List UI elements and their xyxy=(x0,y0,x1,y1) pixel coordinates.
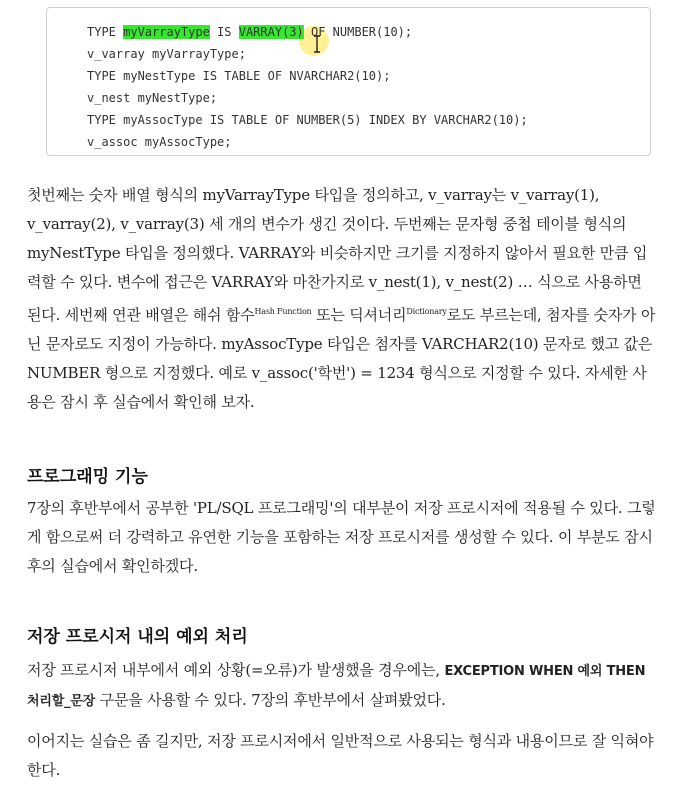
text-cursor-icon xyxy=(313,35,321,53)
section-heading-exception: 저장 프로시저 내의 예외 처리 xyxy=(27,627,248,647)
exception-syntax: EXCEPTION WHEN 예외 THEN 처리할_문장 xyxy=(27,664,646,709)
section-heading-programming: 프로그래밍 기능 xyxy=(27,467,148,487)
superscript-dictionary: Dictionary xyxy=(406,307,447,316)
paragraph-exception: 저장 프로시저 내부에서 예외 상황(=오류)가 발생했을 경우에는, EXCEPTION WHEN 예외 THEN 처리할_문장 구문을 사용할 수 있다. 7장의 후반부에서 살펴봤었다. xyxy=(27,661,646,709)
code-line-1: TYPE myVarrayType IS VARRAY(3) OF NUMBER(10); xyxy=(87,25,413,39)
paragraph-practice-note: 이어지는 실습은 좀 길지만, 저장 프로시저에서 일반적으로 사용되는 형식과 내용이므로 잘 익혀야 한다. xyxy=(27,732,654,779)
code-line-5: TYPE myAssocType IS TABLE OF NUMBER(5) INDEX BY VARCHAR2(10); xyxy=(87,113,528,127)
code-line-4: v_nest myNestType; xyxy=(87,91,218,105)
highlighted-varray-keyword: VARRAY(3) xyxy=(238,25,304,39)
paragraph-programming: 7장의 후반부에서 공부한 'PL/SQL 프로그래밍'의 대부분이 저장 프로시저에 적용될 수 있다. 그렇게 함으로써 더 강력하고 유연한 기능을 포함하는 저장 프로시저를 생성할 수 있다. 이 부분도 잠시 후의 실습에서 확인하겠다. xyxy=(27,499,656,575)
code-line-3: TYPE myNestType IS TABLE OF NVARCHAR2(10); xyxy=(87,69,391,83)
paragraph-collection-types: 첫번째는 숫자 배열 형식의 myVarrayType 타입을 정의하고, v_varray는 v_varray(1), v_varray(2), v_varray(3) 세 개의 변수가 생긴 것이다. 두번째는 문자형 중첩 테이블 형식의 myNestType 타입을 정의했다. VARRAY와 비슷하지만 크기를 지정하지 않아서 필요한 만큼 입력할 수 있다. 변수에 접근은 VARRAY와 마찬가지로 v_nest(1), v_nest(2) … 식으로 사용하면 된다. 세번째 연관 배열은 해쉬 함수$^{Hash Function}$ 또는 딕셔너리$^{Dictionary}$로도 부르는데, 첨자를 숫자가 아닌 문자로도 지정이 가능하다. myAssocType 타입은 첨자를 VARCHAR2(10) 문자로 했고 값은 NUMBER 형으로 지정했다. 예로 v_assoc('학번') = 1234 형식으로 지정할 수 있다. 자세한 사용은 잠시 후 실습에서 확인해 보자. xyxy=(27,186,656,411)
code-block xyxy=(46,7,651,156)
highlighted-type-name: myVarrayType xyxy=(123,25,210,39)
code-line-6: v_assoc myAssocType; xyxy=(87,135,232,149)
code-line-2: v_varray myVarrayType; xyxy=(87,47,246,61)
superscript-hash-function: Hash Function xyxy=(254,307,312,316)
